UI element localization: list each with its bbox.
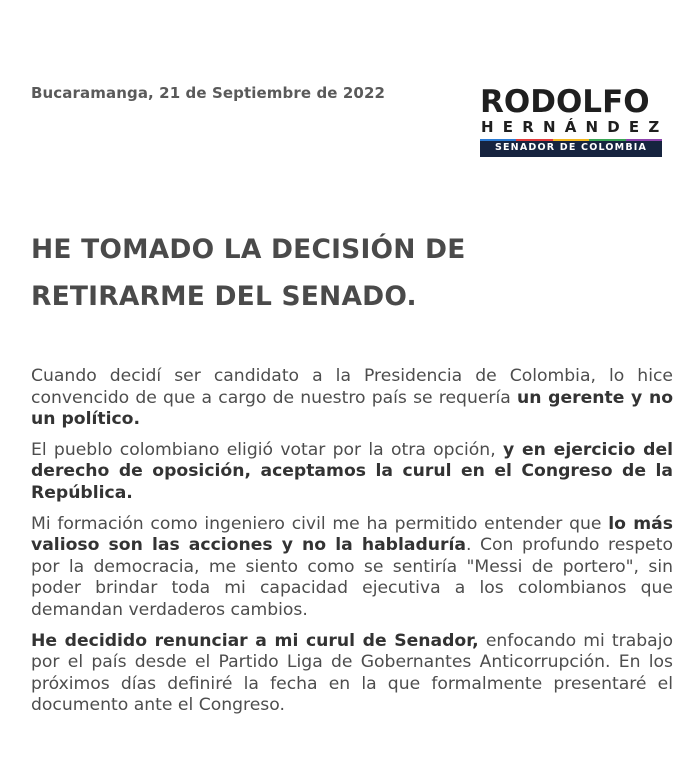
logo-stripe-segment [516,139,552,141]
rodolfo-hernandez-logo [480,86,668,157]
logo-stripe-segment [589,139,625,141]
statement-body [31,366,673,726]
logo-title-band [480,139,662,157]
paragraph-text: Mi formación como ingeniero civil me ha permitido entender que [31,513,609,534]
statement-paragraph [31,366,673,431]
statement-paragraph [31,514,673,622]
logo-name: RODOLFO [480,84,650,120]
logo-surname: HERNÁNDEZ [481,118,669,136]
logo-stripe-segment [626,139,662,141]
headline [31,226,466,320]
logo-stripe-segment [553,139,589,141]
paragraph-text: El pueblo colombiano eligió votar por la otra opción, [31,439,503,460]
emphasized-text: y en ejercicio del derecho de oposición, aceptamos la curul en el Congreso de la República. [31,439,673,503]
paragraph-text: enfocando mi trabajo por el país desde el Partido Liga de Gobernantes Anticorrupción. En los próximos días definiré la fecha en la que formalmente presentaré el documento ante el Congreso. [31,630,673,716]
paragraph-text: Cuando decidí ser candidato a la Presidencia de Colombia, lo hice convencido de que a cargo de nuestro país se requería [31,366,673,408]
emphasized-text: lo más valioso son las acciones y no la habladuría [31,513,673,556]
emphasized-text: He decidido renunciar a mi curul de Senador, [31,630,479,651]
logo-stripe-segment [480,139,516,141]
statement-paragraph [31,631,673,717]
headline-line-1: HE TOMADO LA DECISIÓN DE [31,234,466,265]
paragraph-text: . Con profundo respeto por la democracia, me siento como se sentiría "Messi de portero", sin poder brindar toda mi capacidad ejecutiva a los colombianos que demandan verdaderos cambios. [31,535,673,620]
headline-line-2: RETIRARME DEL SENADO. [31,281,417,312]
logo-band-text: SENADOR DE COLOMBIA [494,142,648,153]
logo-color-stripe [480,139,662,141]
date-line: Bucaramanga, 21 de Septiembre de 2022 [31,84,386,102]
emphasized-text: un gerente y no un político. [31,387,674,430]
statement-paragraph [31,440,673,505]
